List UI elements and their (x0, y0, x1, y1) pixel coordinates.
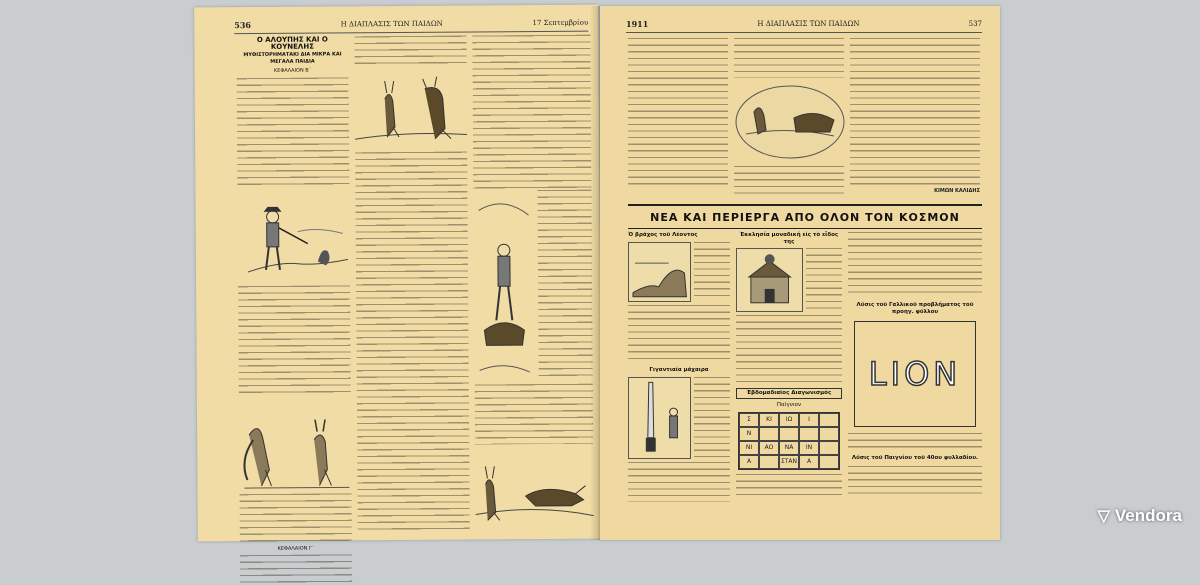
french-solution-title: Λύσις τοῦ Γαλλικοῦ προβλήματος τοῦ προηγ. φύλλου (856, 302, 974, 315)
story-text-block (354, 36, 466, 67)
news-banner-title: ΝΕΑ ΚΑΙ ΠΕΡΙΕΡΓΑ ΑΠΟ ΟΛΟΝ ΤΟΝ ΚΟΣΜΟΝ (650, 210, 960, 224)
puzzle-cell: Ν (739, 427, 759, 441)
rock-section-title: Ὁ βράχος τοῦ Λέοντος (628, 232, 698, 238)
puzzle-cell (799, 427, 819, 441)
duel-section-title: Γιγαντιαία μάχαιρα (649, 366, 709, 373)
puzzle-cell: ΙΩ (779, 413, 799, 427)
vendora-watermark (1098, 506, 1182, 526)
game-solution-title: Λύσις τοῦ Παιγνίου τοῦ 40ου φυλλαδίου. (851, 455, 979, 462)
puzzle-cell: ΙΝ (799, 441, 819, 455)
news-column-1 (628, 232, 730, 532)
right-page-header (626, 16, 982, 33)
fox-hare-snow-illustration (734, 82, 846, 162)
story-text-block (537, 190, 592, 380)
left-header-title: Η ΔΙΑΠΛΑΣΙΣ ΤΩΝ ΠΑΙΔΩΝ (340, 19, 443, 29)
right-page-year: 1911 (626, 19, 649, 29)
news-banner (628, 204, 982, 229)
story-text-block (238, 285, 351, 396)
lion-puzzle-box (854, 321, 976, 427)
church-picture (736, 248, 803, 312)
puzzle-cell: ΝΙ (739, 441, 759, 455)
puzzle-cell (819, 441, 839, 455)
story-text-block (240, 554, 352, 585)
puzzle-cell (819, 427, 839, 441)
rabbit-fox-bottom-illustration (475, 444, 594, 525)
rabbit-wolf-illustration (355, 69, 468, 150)
puzzle-cell: ΣΤΑΝ (779, 455, 799, 469)
story-text-block (734, 38, 844, 78)
contest-section-title: Ἑβδομαδιαῖος Διαγωνισμός (736, 388, 842, 399)
story-text-block (628, 38, 728, 188)
puzzle-cell: Α (739, 455, 759, 469)
puzzle-cell (759, 455, 779, 469)
puzzle-cell: ΝΑ (779, 441, 799, 455)
author-signature: ΚΙΜΩΝ ΚΑΛΙΔΗΣ (934, 188, 980, 194)
left-page-number: 536 (234, 20, 252, 31)
puzzle-cell (819, 455, 839, 469)
story-subtitle: ΜΥΘΙΣΤΟΡΗΜΑΤΑΚΙ ΔΙΑ ΜΙΚΡΑ ΚΑΙ ΜΕΓΑΛΑ ΠΑΙΔΙΑ (243, 51, 342, 65)
vendora-logo-icon: ▽ (1097, 508, 1110, 525)
fox-rabbit-illustration (239, 399, 352, 490)
puzzle-title: Παίγνιον (776, 401, 802, 408)
left-page (194, 5, 602, 552)
lion-rock-picture (628, 242, 691, 302)
chapter-g-heading: ΚΕΦΑΛΑΙΟΝ Γ΄ (277, 545, 315, 552)
right-page (600, 6, 1000, 540)
story-text-block (240, 493, 352, 544)
puzzle-cell: Α (799, 455, 819, 469)
news-column-2 (736, 232, 842, 532)
story-text-block (355, 152, 470, 533)
left-column-3 (472, 35, 593, 536)
hunter-illustration (237, 191, 350, 282)
church-section-title: Ἐκκλησία μοναδική εἰς τὸ εἶδος της (739, 232, 839, 245)
left-header-date: 17 Σεπτεμβρίου (532, 18, 589, 28)
puzzle-cell (819, 413, 839, 427)
left-column-2 (354, 36, 469, 537)
lion-word: LION (868, 354, 962, 393)
left-page-header (234, 15, 588, 34)
right-page-number: 537 (968, 20, 982, 28)
puzzle-cell: Ι (799, 413, 819, 427)
right-header-title: Η ΔΙΑΠΛΑΣΙΣ ΤΩΝ ΠΑΙΔΩΝ (757, 20, 860, 28)
story-text-block (475, 384, 593, 445)
puzzle-cell: ΚΙ (759, 413, 779, 427)
puzzle-cell (759, 427, 779, 441)
puzzle-cell: Σ (739, 413, 759, 427)
chapter-b-heading: ΚΕΦΑΛΑΙΟΝ Β΄ (273, 67, 312, 75)
left-column-1 (236, 35, 351, 552)
story-text-block (734, 166, 844, 196)
puzzle-cell (779, 427, 799, 441)
puzzle-grid (738, 412, 840, 470)
right-column-3-top (850, 38, 980, 198)
news-column-3 (848, 232, 982, 532)
story-text-block (472, 35, 591, 191)
story-text-block (237, 77, 350, 188)
watermark-text: Vendora (1114, 506, 1182, 525)
giant-knife-picture (628, 377, 691, 459)
story-title: Ο ΑΛΟΥΠΗΣ ΚΑΙ Ο ΚΟΥΝΕΛΗΣ (256, 35, 328, 51)
hunter-dog-illustration (473, 190, 534, 380)
puzzle-cell: ΑΟ (759, 441, 779, 455)
